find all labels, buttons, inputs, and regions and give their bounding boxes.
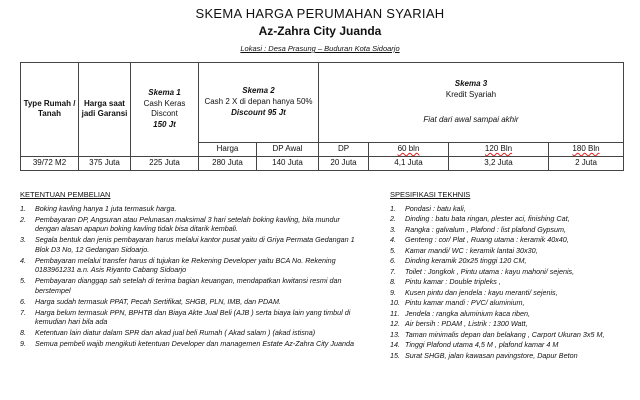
spesifikasi-section [390,190,635,361]
row-skema2-price: 280 Juta [199,156,257,170]
skema3-col-60: 60 bln [369,143,449,157]
ketentuan-heading: KETENTUAN PEMBELIAN [20,190,111,199]
list-item: 15. Surat SHGB, jalan kawasan pavingstore, Dapur Beton [390,350,578,360]
ketentuan-list [20,204,360,349]
list-item: 2. Pembayaran DP, Angsuran atau Pelunasan maksimal 3 hari setelah boking kavling, bila mundur dengan alasan apapun boking kavling tidak bisa ditarik kembali. [20,214,340,234]
list-item: 10. Pintu kamar mandi : PVC/ aluminium, [390,298,525,308]
list-item: 1. Pondasi : batu kali, [390,203,466,213]
price-scheme-table [20,62,624,171]
skema2-col-price: Harga [199,143,257,157]
list-item: 14. Tinggi Plafond utama 4,5 M , plafond kamar 4 M [390,340,559,350]
row-price: 375 Juta [79,156,131,170]
col-type-header: Type Rumah / Tanah [21,63,79,157]
row-skema3-dp: 20 Juta [319,156,369,170]
skema3-col-180: 180 Bln [549,143,624,157]
list-item: 4. Genteng : cor/ Plat , Ruang utama : keramik 40x40, [390,235,569,245]
list-item: 6. Harga sudah termasuk PPAT, Pecah Sertifikat, SHGB, PLN, IMB, dan PDAM. [20,296,281,306]
skema3-col-120: 120 Bln [449,143,549,157]
list-item: 13. Taman minimalis depan dan belakang , Carport Ukuran 3x5 M, [390,329,605,339]
skema2-col-dp: DP Awal [257,143,319,157]
skema3-col-dp: DP [319,143,369,157]
skema2-header: Skema 2 Cash 2 X di depan hanya 50% Discount 95 Jt [199,63,319,143]
list-item: 5. Kamar mandi/ WC : keramik lantai 30x30, [390,245,538,255]
list-item: 8. Pintu kamar : Double tripleks , [390,277,501,287]
list-item: 1. Boking kavling hanya 1 juta termasuk harga. [20,203,177,213]
list-item: 7. Harga belum termasuk PPN, BPHTB dan Biaya Akte Jual Beli (AJB ) serta biaya lain yang timbul di kemudian hari bila ada [20,307,351,327]
list-item: 5. Pembayaran dianggap sah setelah di terima bagian keuangan, mendapatkan kwitansi resmi dan berstempel [20,276,342,295]
document-title: SKEMA HARGA PERUMAHAN SYARIAH [195,6,445,21]
list-item: 9. Kusen pintu dan jendela : kayu meranti/ sejenis, [390,287,558,297]
row-skema3-120: 3,2 Juta [449,156,549,170]
location-line: Lokasi : Desa Prasung – Buduran Kota Sidoarjo [240,44,400,53]
list-item: 12. Air bersih : PDAM , Listrik : 1300 Watt, [390,319,528,329]
skema1-header: Skema 1 Cash Keras Discont 150 Jt [131,63,199,157]
list-item: 8. Ketentuan lain diatur dalam SPR dan akad jual beli Rumah ( Akad salam ) (akad istisna) [20,328,316,338]
row-skema2-dp: 140 Juta [257,156,319,170]
list-item: 3. Rangka : galvalum , Plafond : list plafond Gypsum, [390,224,567,234]
project-name: Az-Zahra City Juanda [258,24,382,38]
list-item: 6. Dinding keramik 20x25 tinggi 120 CM, [390,256,527,266]
list-item: 7. Toilet : Jongkok , Pintu utama : kayu mahoni/ sejenis, [390,266,575,276]
row-skema3-60: 4,1 Juta [369,156,449,170]
row-type: 39/72 M2 [21,156,79,170]
list-item: 11. Jendela : rangka aluminium kaca riben, [390,308,531,318]
spesifikasi-list [390,204,635,361]
table-row [21,156,624,170]
list-item: 4. Pembayaran melalui transfer harus di tujukan ke Rekening Developer yaitu BCA No. Rekening 0183961231 a.n. Asis Riyanto Cabang Sidoarjo [20,255,336,275]
spesifikasi-heading: SPESIFIKASI TEKHNIS [390,190,471,199]
list-item: 3. Segala bentuk dan jenis pembayaran harus melalui kantor pusat yaitu di Griya Permata Gedangan 1 Blok D3 No, 12 Gedangan Sidoarjo. [20,235,355,254]
row-skema3-180: 2 Juta [549,156,624,170]
skema3-header: Skema 3 Kredit Syariah Fiat dari awal sampai akhir [319,63,624,143]
col-price-header: Harga saat jadi Garansi [79,63,131,157]
ketentuan-section [20,190,360,350]
list-item: 9. Semua pembeli wajib mengikuti ketentuan Developer dan managemen Estate Az-Zahra City Juanda [20,339,354,349]
list-item: 2. Dinding : batu bata ringan, plester aci, finishing Cat, [390,214,570,224]
row-skema1: 225 Juta [131,156,199,170]
